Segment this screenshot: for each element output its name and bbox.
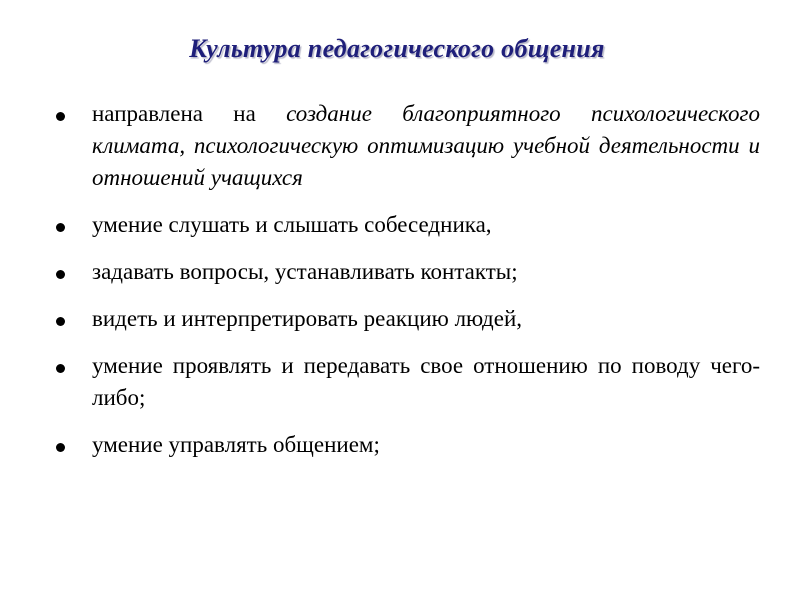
bullet-dot-icon (56, 317, 65, 326)
bullet-dot-icon (56, 270, 65, 279)
bullet-text-italic: создание благоприятного психологического климата, психологическую оптимизацию учебной деятельности и отношений учащихся (92, 101, 760, 190)
bullet-text: задавать вопросы, устанавливать контакты; (92, 259, 518, 284)
bullet-text: умение проявлять и передавать свое отношению по поводу чего-либо; (92, 353, 760, 410)
slide-title: Культура педагогического общения (189, 34, 605, 63)
list-item (56, 256, 760, 288)
list-item (56, 350, 760, 414)
bullet-dot-icon (56, 112, 65, 121)
bullet-text: умение слушать и слышать собеседника, (92, 212, 492, 237)
list-item (56, 209, 760, 241)
list-item (56, 429, 760, 461)
bullet-list (56, 98, 760, 476)
bullet-dot-icon (56, 364, 65, 373)
bullet-text: умение управлять общением; (92, 432, 380, 457)
bullet-dot-icon (56, 443, 65, 452)
bullet-text: видеть и интерпретировать реакцию людей, (92, 306, 523, 331)
list-item (56, 98, 760, 194)
bullet-dot-icon (56, 223, 65, 232)
bullet-text: направлена на (92, 101, 287, 126)
list-item (56, 303, 760, 335)
